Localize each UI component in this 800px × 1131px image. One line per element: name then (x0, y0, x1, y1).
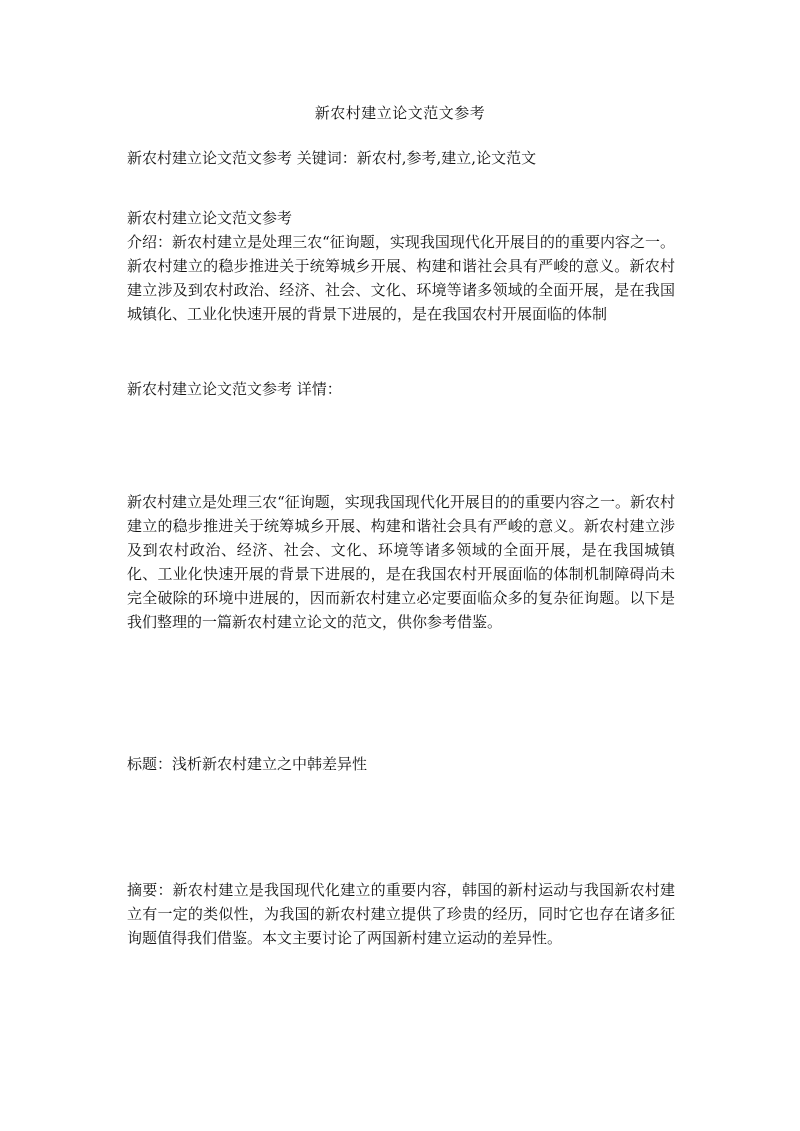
details-line: 新农村建立论文范文参考 详情： (127, 380, 342, 398)
keywords-line: 新农村建立论文范文参考 关键词：新农村,参考,建立,论文范文 (127, 149, 537, 167)
intro-heading: 新农村建立论文范文参考 (127, 209, 293, 227)
subject-line: 标题：浅析新农村建立之中韩差异性 (127, 755, 368, 773)
document-title: 新农村建立论文范文参考 (314, 104, 486, 122)
intro-paragraph: 介绍：新农村建立是处理三农“征询题，实现我国现代化开展目的的重要内容之一。新农村建立的稳步推进关于统筹城乡开展、构建和谐社会具有严峻的意义。新农村建立涉及到农村政治、经济、社会、文化、环境等诸多领域的全面开展，是在我国城镇化、工业化快速开展的背景下进展的，是在我国农村开展面临的体制 (127, 233, 675, 323)
main-paragraph: 新农村建立是处理三农“征询题，实现我国现代化开展目的的重要内容之一。新农村建立的稳步推进关于统筹城乡开展、构建和谐社会具有严峻的意义。新农村建立涉及到农村政治、经济、社会、文化、环境等诸多领域的全面开展，是在我国城镇化、工业化快速开展的背景下进展的，是在我国农村开展面临的体制机制障碍尚未完全破除的环境中进展的，因而新农村建立必定要面临众多的复杂征询题。以下是我们整理的一篇新农村建立论文的范文，供你参考借鉴。 (127, 493, 675, 631)
abstract-paragraph: 摘要：新农村建立是我国现代化建立的重要内容，韩国的新村运动与我国新农村建立有一定的类似性，为我国的新农村建立提供了珍贵的经历，同时它也存在诸多征询题值得我们借鉴。本文主要讨论了两国新村建立运动的差异性。 (127, 881, 675, 947)
